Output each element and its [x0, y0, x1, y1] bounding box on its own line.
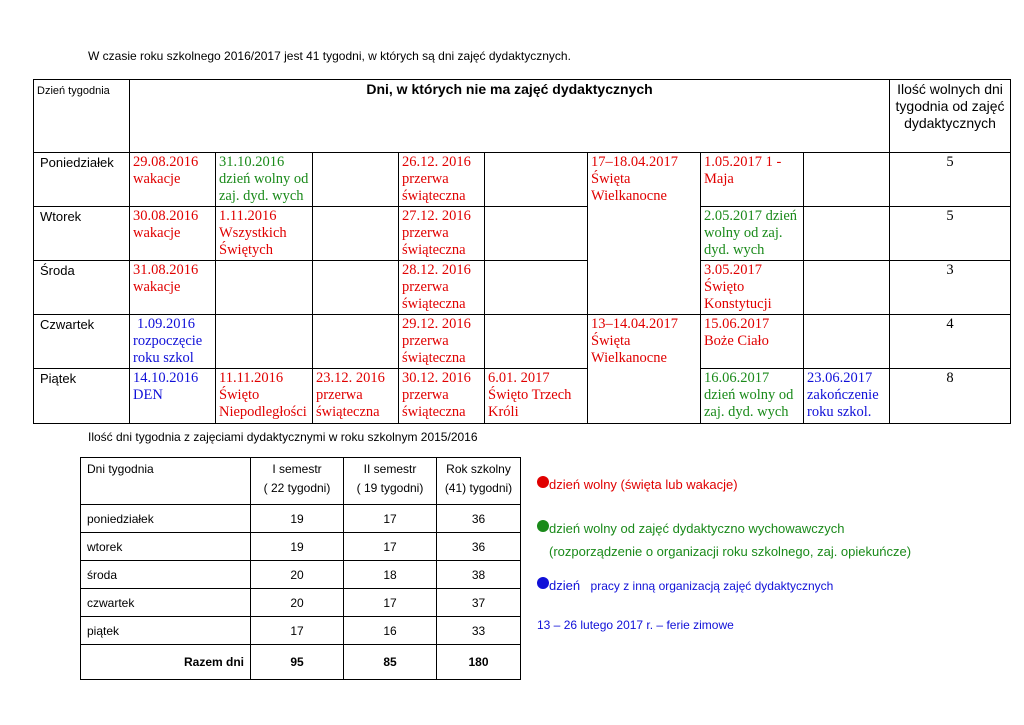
- table-row: [81, 505, 521, 533]
- row-day: wtorek: [81, 533, 251, 561]
- header-year: Rok szkolny (41) tygodni): [437, 458, 521, 505]
- table-row: [81, 617, 521, 645]
- table-header: [81, 458, 521, 505]
- day-label: Poniedziałek: [34, 153, 130, 207]
- cell-empty: [485, 315, 588, 369]
- cell-mon-4: 26.12. 2016 przerwa świąteczna: [399, 153, 485, 207]
- row-day: piątek: [81, 617, 251, 645]
- row-s1: 19: [251, 533, 344, 561]
- cell-empty: [216, 261, 313, 315]
- day-label: Środa: [34, 261, 130, 315]
- legend-green-note: (rozporządzenie o organizacji roku szkolnego, zaj. opiekuńcze): [549, 544, 912, 559]
- cell-tue-7: 2.05.2017 dzień wolny od zaj. dyd. wych: [701, 207, 804, 261]
- cell-fri-5: 6.01. 2017 Święto Trzech Króli: [485, 369, 588, 424]
- legend-blue: dzień pracy z inną organizacją zajęć dydaktycznych: [537, 577, 833, 595]
- row-s2: 16: [344, 617, 437, 645]
- cell-thu-4: 29.12. 2016 przerwa świąteczna: [399, 315, 485, 369]
- row-year: 36: [437, 533, 521, 561]
- cell-empty: [313, 315, 399, 369]
- cell-wed-4: 28.12. 2016 przerwa świąteczna: [399, 261, 485, 315]
- table-row: [34, 153, 1011, 207]
- cell-empty: [313, 207, 399, 261]
- row-year: 33: [437, 617, 521, 645]
- legend-green: dzień wolny od zajęć dydaktyczno wychowawczych: [537, 520, 845, 538]
- row-s2: 17: [344, 505, 437, 533]
- cell-tue-4: 27.12. 2016 przerwa świąteczna: [399, 207, 485, 261]
- cell-fri-2: 11.11.2016 Święto Niepodległości: [216, 369, 313, 424]
- count-cell: 4: [890, 315, 1011, 369]
- row-s1: 17: [251, 617, 344, 645]
- cell-empty: [313, 261, 399, 315]
- cell-mon-7: 1.05.2017 1 - Maja: [701, 153, 804, 207]
- cell-empty: [485, 207, 588, 261]
- row-year: 36: [437, 505, 521, 533]
- cell-fri-4: 30.12. 2016 przerwa świąteczna: [399, 369, 485, 424]
- row-day: czwartek: [81, 589, 251, 617]
- blue-dot-icon: [537, 577, 549, 589]
- cell-empty: [216, 315, 313, 369]
- row-day: poniedziałek: [81, 505, 251, 533]
- subtitle: Ilość dni tygodnia z zajęciami dydaktycznymi w roku szkolnym 2015/2016: [88, 430, 478, 444]
- row-s1: 20: [251, 589, 344, 617]
- table-row: [81, 561, 521, 589]
- table-row: [81, 589, 521, 617]
- row-day: środa: [81, 561, 251, 589]
- cell-wed-7: 3.05.2017 Święto Konstytucji: [701, 261, 804, 315]
- header-sem2: II semestr ( 19 tygodni): [344, 458, 437, 505]
- cell-fri-7: 16.06.2017 dzień wolny od zaj. dyd. wych: [701, 369, 804, 424]
- cell-tue-2: 1.11.2016 Wszystkich Świętych: [216, 207, 313, 261]
- cell-wed-1: 31.08.2016 wakacje: [130, 261, 216, 315]
- header-day: Dzień tygodnia: [34, 80, 130, 153]
- cell-empty: [804, 261, 890, 315]
- day-label: Wtorek: [34, 207, 130, 261]
- row-year: 38: [437, 561, 521, 589]
- row-year: 37: [437, 589, 521, 617]
- count-cell: 8: [890, 369, 1011, 424]
- day-label: Piątek: [34, 369, 130, 424]
- cell-empty: [485, 153, 588, 207]
- header-days: Dni tygodnia: [81, 458, 251, 505]
- count-cell: 5: [890, 153, 1011, 207]
- total-label: Razem dni: [81, 645, 251, 680]
- cell-empty: [485, 261, 588, 315]
- header-count: Ilość wolnych dni tygodnia od zajęć dydaktycznych: [890, 80, 1011, 153]
- cell-fri-3: 23.12. 2016 przerwa świąteczna: [313, 369, 399, 424]
- count-cell: 3: [890, 261, 1011, 315]
- total-row: [81, 645, 521, 680]
- count-cell: 5: [890, 207, 1011, 261]
- cell-mon-6: 17–18.04.2017 Święta Wielkanocne: [588, 153, 701, 315]
- holidays-table: [33, 79, 1011, 424]
- cell-fri-1: 14.10.2016 DEN: [130, 369, 216, 424]
- intro-text: W czasie roku szkolnego 2016/2017 jest 41 tygodni, w których są dni zajęć dydaktycznych.: [88, 49, 571, 63]
- winter-break-note: 13 – 26 lutego 2017 r. – ferie zimowe: [537, 618, 734, 632]
- day-label: Czwartek: [34, 315, 130, 369]
- table-row: [34, 315, 1011, 369]
- table-row: [34, 207, 1011, 261]
- cell-fri-8: 23.06.2017 zakończenie roku szkol.: [804, 369, 890, 424]
- cell-thu-6: 13–14.04.2017 Święta Wielkanocne: [588, 315, 701, 424]
- row-s2: 17: [344, 589, 437, 617]
- cell-thu-1: 1.09.2016 rozpoczęcie roku szkol: [130, 315, 216, 369]
- total-year: 180: [437, 645, 521, 680]
- red-dot-icon: [537, 476, 549, 488]
- cell-empty: [313, 153, 399, 207]
- cell-empty: [804, 153, 890, 207]
- green-dot-icon: [537, 520, 549, 532]
- cell-mon-1: 29.08.2016 wakacje: [130, 153, 216, 207]
- total-s2: 85: [344, 645, 437, 680]
- legend-red: dzień wolny (święta lub wakacje): [537, 476, 738, 494]
- header-title: Dni, w których nie ma zajęć dydaktycznych: [130, 80, 890, 153]
- row-s1: 19: [251, 505, 344, 533]
- row-s1: 20: [251, 561, 344, 589]
- row-s2: 18: [344, 561, 437, 589]
- cell-thu-7: 15.06.2017 Boże Ciało: [701, 315, 804, 369]
- table-row: [34, 369, 1011, 424]
- cell-empty: [804, 315, 890, 369]
- cell-empty: [804, 207, 890, 261]
- table-row: [81, 533, 521, 561]
- days-table: [80, 457, 521, 680]
- cell-tue-1: 30.08.2016 wakacje: [130, 207, 216, 261]
- table-row: [34, 261, 1011, 315]
- cell-mon-2: 31.10.2016 dzień wolny od zaj. dyd. wych: [216, 153, 313, 207]
- header-sem1: I semestr ( 22 tygodni): [251, 458, 344, 505]
- total-s1: 95: [251, 645, 344, 680]
- row-s2: 17: [344, 533, 437, 561]
